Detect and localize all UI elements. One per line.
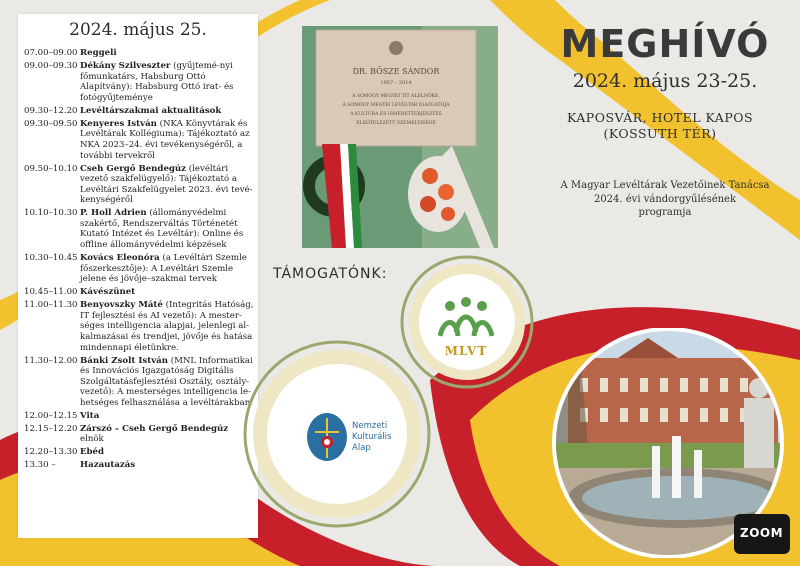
plaque-line: A SOMOGY MEGYEI LEVÉLTÁR IGAZGATÓJA bbox=[342, 103, 450, 108]
nka-line: Kulturális bbox=[352, 432, 392, 442]
nka-line: Alap bbox=[352, 443, 371, 453]
schedule-title: Bánki Zsolt István bbox=[80, 355, 168, 366]
schedule-detail: (a Levéltári Szemle főszerkesztője): A Levéltári Szemle jelene és jövője–szakmai tervek bbox=[80, 253, 247, 285]
description-line: A Magyar Levéltárak Vezetőinek Tanácsa bbox=[560, 180, 770, 191]
page-title: MEGHÍVÓ bbox=[560, 22, 770, 66]
schedule-detail: elnök bbox=[80, 434, 104, 445]
schedule-time: 10.30–10.45 bbox=[24, 253, 78, 264]
schedule-detail: (állományvédelmi szakértő, Rendszerváltás Történetét Kutató Intézet és Levéltár): Online és offline állományvédelmi képzések bbox=[80, 208, 244, 251]
schedule-time: 12.15–12.20 bbox=[24, 423, 78, 434]
schedule-detail: (levéltári vezető szakfelügyelő): Tájékoztató a Levéltári Szakfelügyelet 2023. évi tevé-kenységéről bbox=[80, 163, 253, 206]
nka-line: Nemzeti bbox=[352, 421, 388, 431]
plaque-line: ELKÖTELEZETT SZEMÉLYISÉGE bbox=[356, 121, 436, 126]
zoom-label: ZOOM bbox=[740, 526, 784, 540]
place-line: KAPOSVÁR, HOTEL KAPOS bbox=[566, 110, 754, 125]
schedule-detail: (NKA Könyvtárak és Levéltárak Kollégiuma): Tájékoztató az NKA 2023–24. évi tevékenységéről, a további tervekről bbox=[80, 118, 250, 161]
schedule-title: Hazautazás bbox=[80, 460, 136, 471]
schedule-title: Benyovszky Máté bbox=[80, 300, 163, 311]
schedule-title: Kenyeres István bbox=[80, 118, 157, 129]
sponsor-heading: TÁMOGATÓNK: bbox=[273, 266, 388, 282]
schedule-title: Kovács Eleonóra bbox=[80, 253, 160, 264]
description-line: programja bbox=[638, 207, 692, 218]
schedule-title: Reggeli bbox=[80, 48, 117, 58]
schedule-time: 10.10–10.30 bbox=[24, 208, 78, 219]
schedule-time: 10.45–11.00 bbox=[24, 287, 78, 298]
schedule-time: 09.00–09.30 bbox=[24, 60, 78, 71]
mlvt-label: MLVT bbox=[444, 344, 488, 358]
schedule-title: Ebéd bbox=[80, 447, 105, 458]
plaque-line: A SOMOGY MEGYEI TIT ALELNÖKE, bbox=[352, 94, 440, 99]
plaque-line: A KULTÚRA ÉS ISMERETTERJESZTÉS bbox=[350, 112, 442, 117]
place-line: (KOSSUTH TÉR) bbox=[603, 126, 717, 141]
schedule-title: Vita bbox=[80, 410, 100, 421]
schedule-time: 12.20–13.30 bbox=[24, 447, 78, 458]
schedule-title: Dékány Szilveszter bbox=[80, 60, 171, 71]
schedule-time: 09.30–12.20 bbox=[24, 105, 78, 116]
schedule-title: P. Holl Adrien bbox=[80, 208, 147, 219]
schedule-title: Zárszó – Cseh Gergő Bendegúz bbox=[80, 423, 229, 434]
schedule-date: 2024. május 25. bbox=[69, 20, 207, 40]
plaque-years: 1957 – 2014 bbox=[380, 80, 412, 86]
schedule-detail: (Integritás Hatóság, IT fejlesztési és AI vezető): A mester-séges intelligencia alapjai, jelenlegi al-kalmazásai és trendjei, jövője és hatása mindennapi életünkre. bbox=[80, 300, 254, 353]
schedule-time: 11.30–12.00 bbox=[24, 355, 78, 366]
zoom-badge bbox=[734, 514, 790, 554]
plaque-name: DR. BŐSZE SÁNDOR bbox=[352, 67, 440, 76]
mlvt-logo-icon bbox=[438, 296, 494, 340]
description-line: 2024. évi vándorgyűlésének bbox=[593, 193, 737, 205]
nka-logo-icon bbox=[305, 412, 349, 462]
schedule-time: 09.50–10.10 bbox=[24, 163, 78, 174]
schedule-title: Cseh Gergő Bendegúz bbox=[80, 163, 187, 174]
schedule-time: 12.00–12.15 bbox=[24, 410, 78, 421]
schedule-time: 13.30 – bbox=[24, 460, 56, 471]
schedule-time: 09.30–09.50 bbox=[24, 118, 78, 129]
event-dates: 2024. május 23-25. bbox=[572, 70, 758, 92]
schedule-title: Levéltárszakmai aktualitások bbox=[80, 105, 222, 116]
schedule-detail: (gyűjtemé-nyi főmunkatárs, Habsburg Ottó Alapítvány): Habsburg Ottó irat- és fotógyűjteménye bbox=[80, 60, 234, 103]
schedule-detail: (MNL Informatikai és Innovációs Igazgatóság Digitális Szolgáltatásfejlesztési Osztály, osztály-vezető): A mesterséges intelligencia le-hetséges felhasználása a levéltárakban bbox=[80, 355, 253, 408]
schedule-time: 07.00–09.00 bbox=[24, 48, 78, 58]
schedule-title: Kávészünet bbox=[80, 287, 136, 298]
schedule-time: 11.00–11.30 bbox=[24, 300, 78, 311]
nka-label bbox=[352, 421, 391, 454]
